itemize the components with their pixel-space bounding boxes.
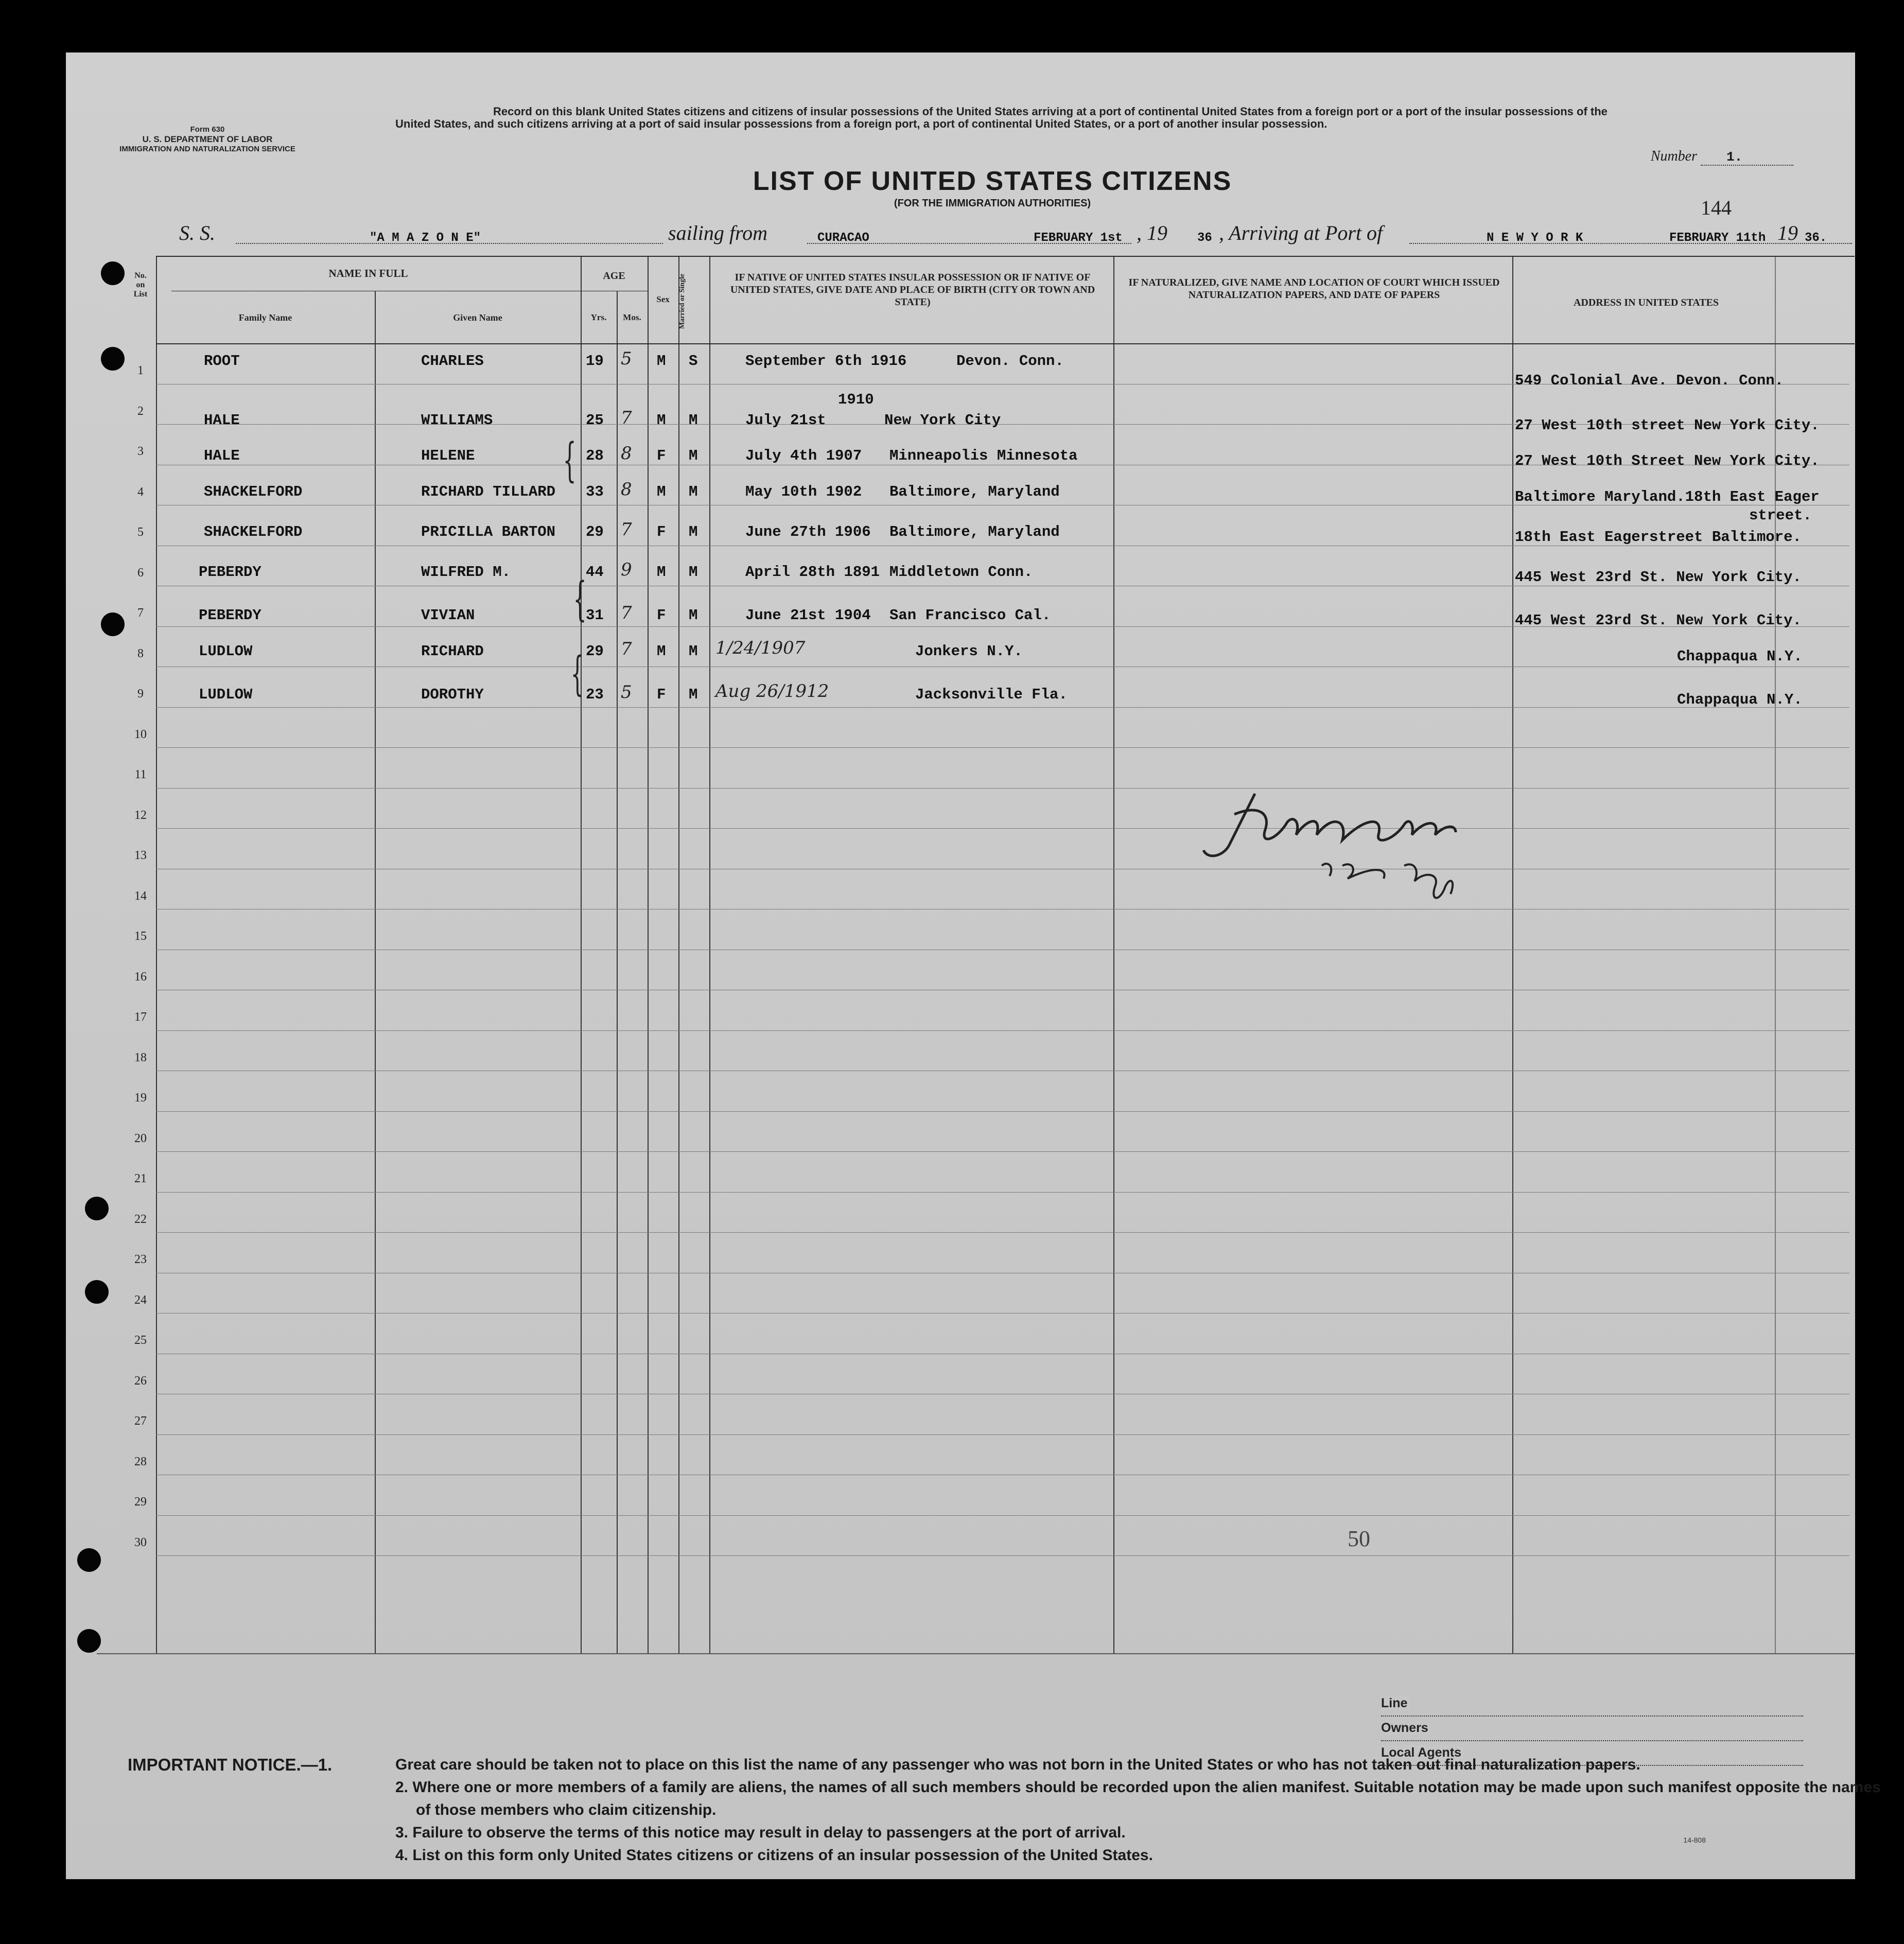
given-name: PRICILLA BARTON bbox=[421, 523, 556, 540]
family-name: LUDLOW bbox=[199, 686, 253, 703]
notice-item-3: 3. Failure to observe the terms of this notice may result in delay to passengers at the port of arrival. bbox=[395, 1824, 1126, 1841]
row-number: 13 bbox=[134, 849, 147, 862]
birth-date: May 10th 1902 bbox=[745, 483, 862, 500]
passenger-table bbox=[66, 256, 1855, 1738]
row-number: 14 bbox=[134, 889, 147, 903]
owners-label: Owners bbox=[1381, 1721, 1430, 1735]
age-months: 9 bbox=[621, 559, 632, 580]
sex: F bbox=[657, 523, 666, 540]
age-years: 28 bbox=[586, 447, 604, 464]
age-months: 7 bbox=[621, 519, 632, 540]
sex: M bbox=[657, 483, 666, 500]
arrival-port: N E W Y O R K bbox=[1487, 231, 1583, 245]
sex: F bbox=[657, 607, 666, 624]
birth-date: June 27th 1906 bbox=[745, 523, 871, 540]
birth-place: San Francisco Cal. bbox=[889, 607, 1051, 624]
address: 445 West 23rd St. New York City. bbox=[1515, 569, 1802, 586]
header-birth: IF NATIVE OF UNITED STATES INSULAR POSSESSION OR IF NATIVE OF UNITED STATES, GIVE DATE AND PLACE OF BIRTH (CITY OR TOWN AND STATE) bbox=[730, 272, 1095, 308]
number-value: 1. bbox=[1701, 149, 1793, 166]
stamp-number: 50 bbox=[1348, 1526, 1370, 1551]
family-name: HALE bbox=[204, 412, 240, 429]
line-label: Line bbox=[1381, 1696, 1409, 1710]
row-number: 7 bbox=[137, 606, 144, 620]
family-name: ROOT bbox=[204, 353, 240, 370]
marital-status: S bbox=[689, 353, 698, 370]
year-prefix: , 19 bbox=[1137, 221, 1167, 244]
row-number: 28 bbox=[134, 1455, 147, 1468]
header-family-name: Family Name bbox=[238, 312, 292, 323]
age-years: 31 bbox=[586, 607, 604, 624]
birth-place: Jonkers N.Y. bbox=[915, 643, 1023, 660]
depart-date: FEBRUARY 1st bbox=[1034, 231, 1123, 245]
page-title-block bbox=[709, 166, 1276, 209]
row-number: 15 bbox=[134, 930, 147, 943]
family-name: PEBERDY bbox=[199, 607, 261, 624]
age-years: 44 bbox=[586, 564, 604, 581]
address: 27 West 10th street New York City. bbox=[1515, 417, 1820, 434]
sex: M bbox=[657, 353, 666, 370]
row-number: 23 bbox=[134, 1253, 147, 1266]
row-number: 26 bbox=[134, 1374, 147, 1388]
arrive-year-prefix: 19 bbox=[1777, 221, 1798, 244]
row-number: 11 bbox=[134, 768, 147, 781]
sex: M bbox=[657, 643, 666, 660]
age-months: 7 bbox=[621, 639, 632, 659]
birth-date: July 21st bbox=[745, 412, 826, 429]
birth-date: July 4th 1907 bbox=[745, 447, 862, 464]
row-number: 1 bbox=[137, 364, 144, 377]
page-title: LIST OF UNITED STATES CITIZENS bbox=[753, 166, 1232, 196]
voyage-line bbox=[179, 216, 1878, 247]
punch-hole bbox=[85, 1197, 109, 1220]
birth-place: Jacksonville Fla. bbox=[915, 686, 1068, 703]
birth-place: New York City bbox=[884, 412, 1001, 429]
marital-status: M bbox=[689, 412, 698, 429]
header-no-on-list: No. on List bbox=[133, 271, 148, 299]
notice-item-2: 2. Where one or more members of a family are aliens, the names of all such members should be recorded upon the alien manifest. Suitable notation may be made upon such manifest opposite the names of those members who claim citizenship. bbox=[395, 1779, 1881, 1818]
punch-hole bbox=[77, 1548, 101, 1572]
address: 445 West 23rd St. New York City. bbox=[1515, 612, 1802, 629]
intro-text: Record on this blank United States citizens and citizens of insular possessions of the United States arriving at a port of continental United States from a foreign port or a port of the insular possessions of the United States, and such citizens arriving at a port of said insular possessions from a foreign port, a port of continental United States, or a port of another insular possession. bbox=[395, 105, 1608, 130]
address: Baltimore Maryland.18th East Eager bbox=[1515, 488, 1820, 505]
row-number: 6 bbox=[137, 566, 144, 580]
punch-hole bbox=[77, 1629, 101, 1653]
sex: F bbox=[657, 447, 666, 464]
number-label: Number bbox=[1650, 148, 1697, 164]
given-name: RICHARD TILLARD bbox=[421, 483, 556, 500]
marital-status: M bbox=[689, 564, 698, 581]
notice-item-4: 4. List on this form only United States citizens or citizens of an insular possession of the United States. bbox=[395, 1847, 1153, 1864]
ss-label: S. S. bbox=[179, 221, 215, 244]
age-years: 23 bbox=[586, 686, 604, 703]
row-number: 5 bbox=[137, 526, 144, 539]
header-address: ADDRESS IN UNITED STATES bbox=[1573, 297, 1719, 308]
punch-hole bbox=[85, 1280, 109, 1304]
header-name-in-full: NAME IN FULL bbox=[328, 267, 408, 279]
notice-item-1: Great care should be taken not to place on this list the name of any passenger who was not born in the United States or who has not taken out final naturalization papers. bbox=[395, 1756, 1640, 1773]
depart-year: 36 bbox=[1197, 231, 1212, 245]
row-number: 8 bbox=[137, 646, 144, 660]
address: 18th East Eagerstreet Baltimore. bbox=[1515, 529, 1802, 546]
header-naturalized: IF NATURALIZED, GIVE NAME AND LOCATION OF COURT WHICH ISSUED NATURALIZATION PAPERS, AND DATE OF PAPERS bbox=[1128, 277, 1500, 301]
age-months: 8 bbox=[621, 479, 632, 500]
row-number: 21 bbox=[134, 1172, 147, 1185]
sex: F bbox=[657, 686, 666, 703]
row-number: 25 bbox=[134, 1334, 147, 1347]
birth-date: Aug 26/1912 bbox=[715, 681, 829, 702]
row-number: 19 bbox=[134, 1091, 147, 1105]
manifest-page bbox=[66, 52, 1881, 1879]
row-number: 24 bbox=[134, 1293, 147, 1307]
punch-hole bbox=[101, 347, 125, 371]
header-married-or-single: Married or Single bbox=[678, 273, 686, 329]
address: 549 Colonial Ave. Devon. Conn. bbox=[1515, 372, 1784, 389]
birth-place: Baltimore, Maryland bbox=[889, 483, 1060, 500]
department-name: U. S. DEPARTMENT OF LABOR bbox=[142, 134, 273, 144]
service-name: IMMIGRATION AND NATURALIZATION SERVICE bbox=[119, 145, 295, 153]
marital-status: M bbox=[689, 643, 698, 660]
given-name: RICHARD bbox=[421, 643, 484, 660]
family-brace: { bbox=[573, 572, 587, 626]
address: Chappaqua N.Y. bbox=[1677, 648, 1803, 665]
marital-status: M bbox=[689, 686, 698, 703]
sex: M bbox=[657, 412, 666, 429]
age-months: 5 bbox=[621, 348, 632, 369]
family-name: SHACKELFORD bbox=[204, 523, 303, 540]
notice-label: IMPORTANT NOTICE.—1. bbox=[128, 1755, 333, 1774]
age-months: 8 bbox=[621, 443, 632, 464]
birth-date: April 28th 1891 bbox=[745, 564, 880, 581]
age-months: 5 bbox=[621, 682, 632, 703]
birth-place: Minneapolis Minnesota bbox=[889, 447, 1078, 464]
family-name: PEBERDY bbox=[199, 564, 261, 581]
from-port: CURACAO bbox=[817, 231, 869, 245]
marital-status: M bbox=[689, 483, 698, 500]
marital-status: M bbox=[689, 523, 698, 540]
handwritten-signature bbox=[1198, 783, 1559, 917]
age-months: 7 bbox=[621, 603, 632, 623]
row-number: 29 bbox=[134, 1495, 147, 1509]
print-code: 14-808 bbox=[1683, 1836, 1706, 1844]
row-number: 22 bbox=[134, 1212, 147, 1226]
family-name: SHACKELFORD bbox=[204, 483, 303, 500]
row-number: 30 bbox=[134, 1535, 147, 1549]
row-number: 18 bbox=[134, 1050, 147, 1064]
arrive-date: FEBRUARY 11th bbox=[1669, 231, 1766, 245]
given-name: HELENE bbox=[421, 447, 475, 464]
given-name: VIVIAN bbox=[421, 607, 475, 624]
row-number: 16 bbox=[134, 970, 147, 984]
birth-place: Baltimore, Maryland bbox=[889, 523, 1060, 540]
family-brace: { bbox=[563, 433, 577, 487]
age-years: 29 bbox=[586, 643, 604, 660]
row-number: 2 bbox=[137, 404, 144, 418]
age-years: 33 bbox=[586, 483, 604, 500]
age-months: 7 bbox=[621, 408, 632, 428]
given-name: WILFRED M. bbox=[421, 564, 511, 581]
address: Chappaqua N.Y. bbox=[1677, 691, 1803, 708]
sex: M bbox=[657, 564, 666, 581]
row-number: 4 bbox=[137, 485, 144, 499]
header-years: Yrs. bbox=[590, 312, 607, 322]
age-years: 29 bbox=[586, 523, 604, 540]
header-sex: Sex bbox=[656, 294, 670, 304]
row-number: 17 bbox=[134, 1010, 147, 1024]
birth-date: June 21st 1904 bbox=[745, 607, 871, 624]
birth-place: Middletown Conn. bbox=[889, 564, 1033, 581]
form-identifier bbox=[115, 125, 300, 154]
given-name: DOROTHY bbox=[421, 686, 484, 703]
form-number: Form 630 bbox=[190, 125, 225, 134]
page-subtitle: (FOR THE IMMIGRATION AUTHORITIES) bbox=[894, 198, 1091, 209]
family-name: HALE bbox=[204, 447, 240, 464]
list-number bbox=[1651, 148, 1793, 166]
row-number: 12 bbox=[134, 808, 147, 822]
family-name: LUDLOW bbox=[199, 643, 253, 660]
marital-status: M bbox=[689, 447, 698, 464]
given-name: WILLIAMS bbox=[421, 412, 493, 429]
marital-status: M bbox=[689, 607, 698, 624]
row-number: 9 bbox=[137, 687, 144, 700]
row-number: 3 bbox=[137, 445, 144, 458]
birth-year-note: 1910 bbox=[838, 391, 874, 408]
punch-hole bbox=[101, 612, 125, 636]
row-number: 27 bbox=[134, 1414, 147, 1428]
birth-place: Devon. Conn. bbox=[956, 353, 1064, 370]
row-number: 20 bbox=[134, 1131, 147, 1145]
punch-hole bbox=[101, 261, 125, 285]
header-given-name: Given Name bbox=[453, 312, 502, 323]
header-age: AGE bbox=[603, 270, 625, 282]
arrive-year: 36. bbox=[1805, 231, 1827, 245]
age-years: 19 bbox=[586, 353, 604, 370]
row-number: 10 bbox=[134, 727, 147, 741]
local-agents-label: Local Agents bbox=[1381, 1745, 1463, 1760]
given-name: CHARLES bbox=[421, 353, 484, 370]
ship-name: "A M A Z O N E" bbox=[370, 231, 481, 245]
birth-date: 1/24/1907 bbox=[715, 638, 806, 658]
sailing-label: sailing from bbox=[668, 221, 767, 244]
arriving-label: , Arriving at Port of bbox=[1219, 221, 1383, 244]
family-brace: { bbox=[570, 647, 584, 701]
page-number: 144 bbox=[1701, 196, 1732, 219]
age-years: 25 bbox=[586, 412, 604, 429]
birth-date: September 6th 1916 bbox=[745, 353, 907, 370]
header-months: Mos. bbox=[623, 312, 641, 322]
address-continued: street. bbox=[1749, 507, 1812, 524]
address: 27 West 10th Street New York City. bbox=[1515, 452, 1820, 469]
